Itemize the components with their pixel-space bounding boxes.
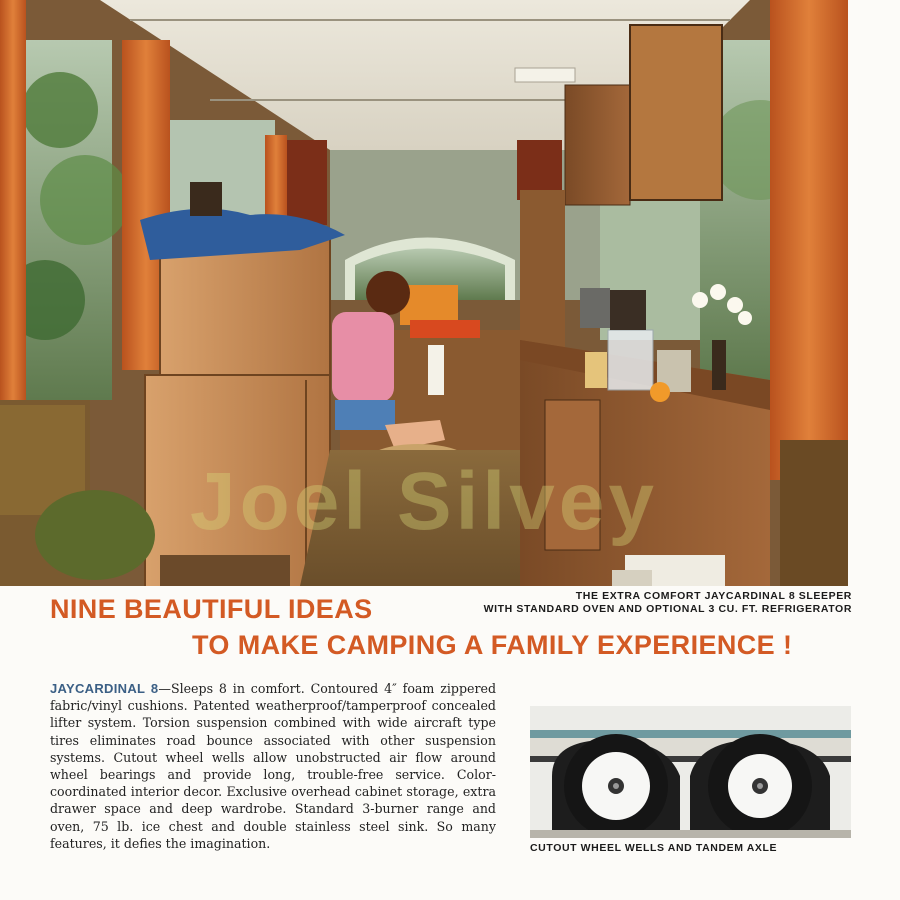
interior-photo-caption	[484, 590, 852, 616]
axle-photo-caption: CUTOUT WHEEL WELLS AND TANDEM AXLE	[530, 842, 778, 854]
model-name: JAYCARDINAL 8	[50, 681, 159, 696]
interior-photo-caption-line-1: THE EXTRA COMFORT JAYCARDINAL 8 SLEEPER	[575, 590, 852, 602]
headline-line-1: NINE BEAUTIFUL IDEAS	[50, 594, 373, 624]
tandem-axle-illustration	[530, 706, 851, 838]
headline-line-2: TO MAKE CAMPING A FAMILY EXPERIENCE !	[192, 630, 793, 660]
tandem-axle-photo	[530, 706, 851, 838]
model-description	[50, 680, 496, 852]
photo-watermark: Joel Silvey	[190, 456, 658, 547]
model-description-text: —Sleeps 8 in comfort. Contoured 4″ foam zippered fabric/vinyl cushions. Patented weatherproof/tamperproof concealed lifter system. Torsion suspension combined with wide aircraft type tires eliminates road bounce associated with other suspension systems. Cutout wheel wells allow unobstructed air flow around wheel bearings and provide long, trouble-free service. Color-coordinated interior decor. Exclusive overhead cabinet storage, extra drawer space and deep wardrobe. Standard 3-burner range and oven, 75 lb. ice chest and double stainless steel sink. So many features, it defies the imagination.	[50, 681, 497, 851]
interior-photo-caption-line-2: WITH STANDARD OVEN AND OPTIONAL 3 CU. FT. REFRIGERATOR	[483, 603, 852, 615]
